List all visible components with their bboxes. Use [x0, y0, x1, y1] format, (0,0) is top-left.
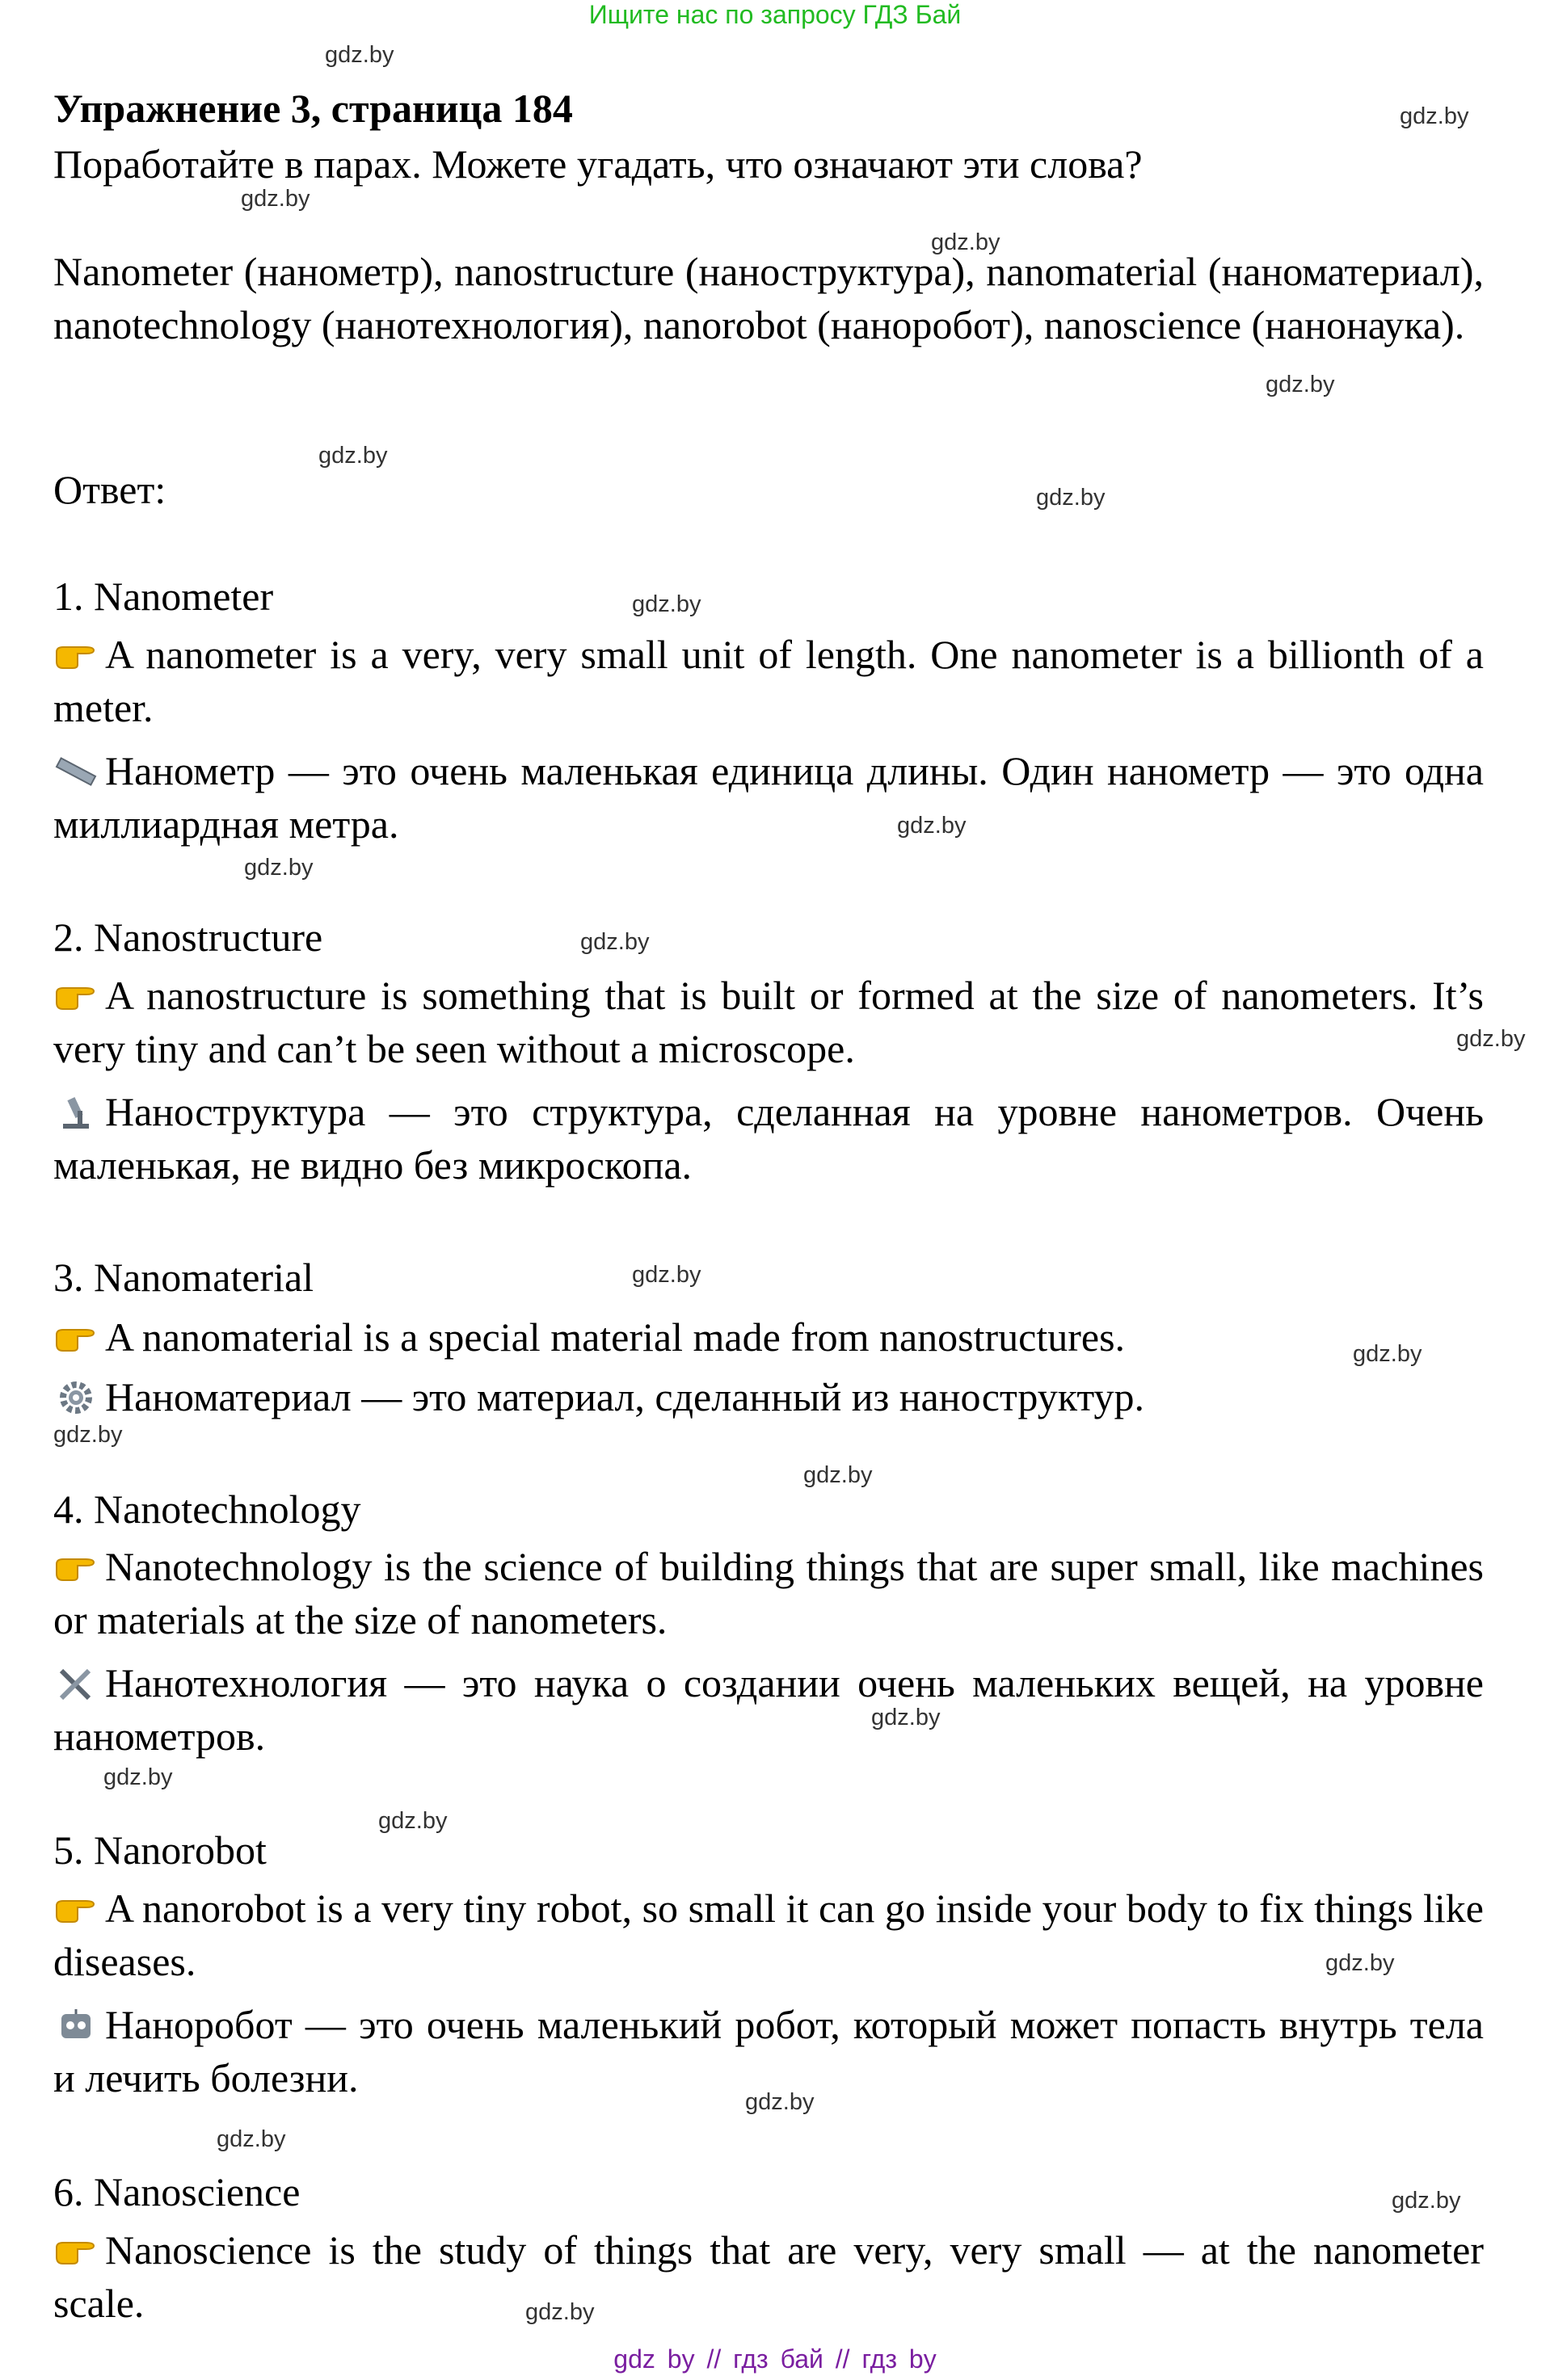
watermark: gdz.by: [241, 186, 310, 212]
watermark: gdz.by: [897, 813, 967, 839]
definition-text: A nanometer is a very, very small unit of length. One nanometer is a billionth of a meter.: [53, 632, 1484, 730]
english-definition: [53, 2223, 1484, 2330]
answer-label: Ответ:: [53, 467, 166, 512]
section-heading: 6. Nanoscience: [53, 2169, 301, 2214]
watermark: gdz.by: [1392, 2188, 1461, 2214]
watermark: gdz.by: [1036, 485, 1106, 511]
pointing-hand-icon: [53, 1550, 99, 1585]
tools-icon: [53, 1666, 99, 1701]
watermark: gdz.by: [803, 1462, 873, 1488]
task-text: Поработайте в парах. Можете угадать, что означают эти слова?: [53, 141, 1143, 187]
russian-definition: [53, 744, 1484, 851]
watermark: gdz.by: [1456, 1026, 1526, 1052]
definition-text: Нанометр — это очень маленькая единица длины. Один нанометр — это одна миллиардная метра.: [53, 748, 1484, 847]
words-list: Nanometer (нанометр), nanostructure (наноструктура), nanomaterial (наноматериал), nanotechnology (нанотехнология), nanorobot (наноробот), nanoscience (нанонаука).: [53, 249, 1484, 347]
watermark: gdz.by: [1266, 372, 1335, 397]
ruler-icon: [53, 754, 99, 789]
definition-text: A nanomaterial is a special material made from nanostructures.: [105, 1314, 1126, 1360]
definition-text: Наноструктура — это структура, сделанная на уровне нанометров. Очень маленькая, не видно без микроскопа.: [53, 1089, 1484, 1188]
watermark: gdz.by: [931, 229, 1000, 255]
footer-links[interactable]: gdz by // гдз бай // гдз by: [613, 2344, 937, 2374]
section-heading: 5. Nanorobot: [53, 1827, 267, 1873]
pointing-hand-icon: [53, 2233, 99, 2269]
watermark: gdz.by: [1400, 103, 1469, 129]
english-definition: [53, 969, 1484, 1075]
watermark: gdz.by: [217, 2126, 286, 2152]
section-heading: 1. Nanometer: [53, 574, 274, 619]
definition-text: A nanorobot is a very tiny robot, so small it can go inside your body to fix things like diseases.: [53, 1886, 1484, 1984]
watermark: gdz.by: [871, 1705, 941, 1730]
watermark: gdz.by: [1353, 1341, 1422, 1367]
russian-definition: [53, 1656, 1484, 1763]
definition-text: Наноробот — это очень маленький робот, который может попасть внутрь тела и лечить болезни.: [53, 2002, 1484, 2100]
definition-text: Наноматериал — это материал, сделанный из наноструктур.: [105, 1374, 1145, 1419]
microscope-icon: [53, 1095, 99, 1130]
definition-text: Nanoscience is the study of things that are very, very small — at the nanometer scale.: [53, 2227, 1484, 2326]
definition-text: A nanostructure is something that is built or formed at the size of nanometers. It’s very tiny and can’t be seen without a microscope.: [53, 973, 1484, 1071]
robot-icon: [53, 2008, 99, 2043]
watermark: gdz.by: [525, 2299, 595, 2325]
watermark: gdz.by: [53, 1422, 123, 1448]
watermark: gdz.by: [580, 929, 650, 955]
section-heading: 4. Nanotechnology: [53, 1486, 361, 1532]
pointing-hand-icon: [53, 978, 99, 1014]
english-definition: [53, 1540, 1484, 1646]
watermark: gdz.by: [1325, 1950, 1395, 1976]
russian-definition: [53, 1370, 1484, 1423]
watermark: gdz.by: [378, 1808, 448, 1834]
watermark: gdz.by: [632, 1262, 701, 1288]
watermark: gdz.by: [632, 591, 701, 617]
pointing-hand-icon: [53, 1891, 99, 1927]
english-definition: [53, 1882, 1484, 1988]
section-heading: 2. Nanostructure: [53, 915, 323, 960]
english-definition: [53, 628, 1484, 734]
watermark: gdz.by: [103, 1764, 173, 1790]
english-definition: [53, 1310, 1484, 1364]
search-hint-banner[interactable]: Ищите нас по запросу ГДЗ Бай: [588, 0, 962, 29]
watermark: gdz.by: [244, 855, 314, 881]
gear-icon: [53, 1380, 99, 1415]
definition-text: Нанотехнология — это наука о создании очень маленьких вещей, на уровне нанометров.: [53, 1660, 1484, 1759]
watermark: gdz.by: [745, 2089, 815, 2115]
pointing-hand-icon: [53, 637, 99, 673]
russian-definition: [53, 1998, 1484, 2105]
pointing-hand-icon: [53, 1320, 99, 1356]
watermark: gdz.by: [325, 42, 394, 68]
section-heading: 3. Nanomaterial: [53, 1255, 314, 1300]
russian-definition: [53, 1085, 1484, 1192]
definition-text: Nanotechnology is the science of building things that are super small, like machines or materials at the size of nanometers.: [53, 1544, 1484, 1642]
watermark: gdz.by: [318, 443, 388, 469]
exercise-title: Упражнение 3, страница 184: [53, 86, 573, 131]
